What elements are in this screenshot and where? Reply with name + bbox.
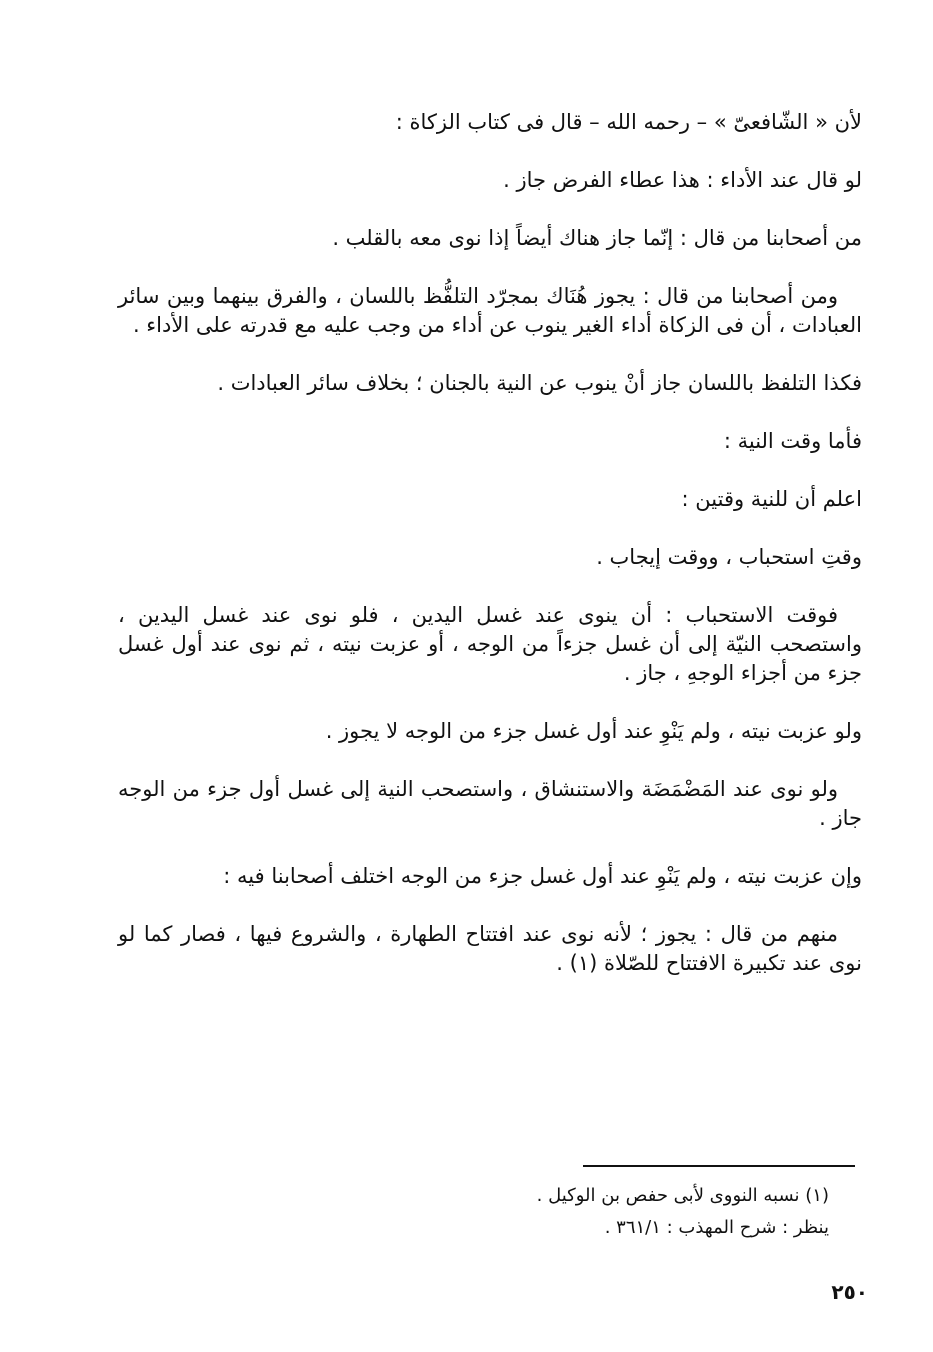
paragraph: فكذا التلفظ باللسان جاز أنْ ينوب عن النية بالجنان ؛ بخلاف سائر العبادات . xyxy=(217,371,862,395)
paragraph: منهم من قال : يجوز ؛ لأنه نوى عند افتتاح الطهارة ، والشروع فيها ، فصار كما لو نوى عند تكبيرة الافتتاح للصّلاة (١) . xyxy=(118,922,862,975)
paragraph: لو قال عند الأداء : هذا عطاء الفرض جاز . xyxy=(503,168,862,192)
footnote-divider xyxy=(583,1165,855,1167)
footnote-line: ينظر : شرح المهذب : ٣٦١/١ . xyxy=(604,1217,829,1238)
footnote-line: (١) نسبه النووى لأبى حفص بن الوكيل . xyxy=(536,1185,829,1206)
paragraph: ومن أصحابنا من قال : يجوز هُنَاك بمجرّد التلفُّظ باللسان ، والفرق بينهما وبين سائر العبادات ، أن فى الزكاة أداء الغير ينوب عن أداء من وجب عليه مع قدرته على الأداء . xyxy=(118,284,862,337)
paragraph: فوقت الاستحباب : أن ينوى عند غسل اليدين ، فلو نوى عند غسل اليدين ، واستصحب النيّة إلى أن غسل جزءاً من الوجه ، أو عزبت نيته ، ثم نوى عند أول غسل جزء من أجزاء الوجهِ ، جاز . xyxy=(118,603,862,685)
paragraph: اعلم أن للنية وقتين : xyxy=(681,487,862,511)
paragraph: ولو نوى عند المَضْمَضَة والاستنشاق ، واستصحب النية إلى غسل أول جزء من الوجه جاز . xyxy=(118,777,862,830)
paragraph: وإن عزبت نيته ، ولم يَنْوِ عند أول غسل جزء من الوجه اختلف أصحابنا فيه : xyxy=(223,864,862,888)
page-number: ٢٥٠ xyxy=(831,1280,868,1304)
section-heading: فأما وقت النية : xyxy=(723,429,862,453)
footnotes xyxy=(269,1180,829,1244)
paragraph: لأن « الشّافعىّ » – رحمه الله – قال فى كتاب الزكاة : xyxy=(395,110,862,134)
paragraph: ولو عزبت نيته ، ولم يَنْوِ عند أول غسل جزء من الوجه لا يجوز . xyxy=(325,719,862,743)
paragraph: وقتِ استحباب ، ووقت إيجاب . xyxy=(596,545,862,569)
paragraph: من أصحابنا من قال : إنّما جاز هناك أيضاً إذا نوى معه بالقلب . xyxy=(332,226,862,250)
main-text xyxy=(118,108,862,1007)
